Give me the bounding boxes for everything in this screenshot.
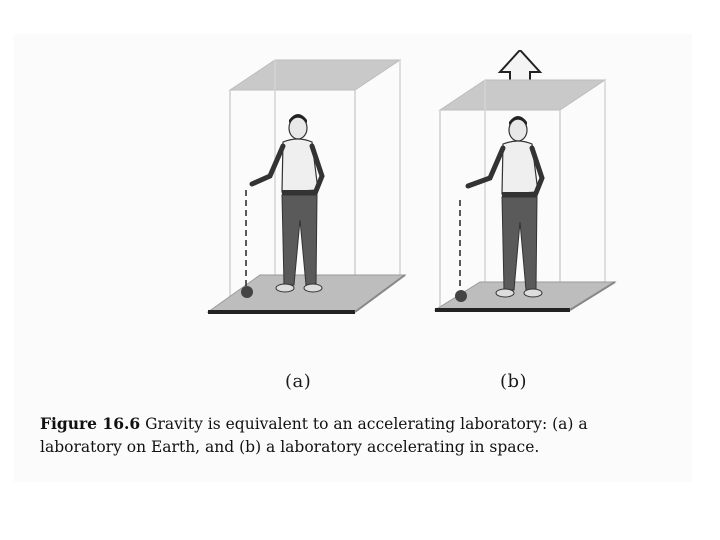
belt	[502, 192, 537, 197]
figure-panel-a	[190, 50, 430, 340]
belt	[282, 190, 317, 195]
figure-caption	[40, 412, 700, 459]
lab-ceiling	[230, 60, 400, 90]
right-shoe	[524, 289, 542, 297]
caption-text-1: Gravity is equivalent to an accelerating laboratory: (a) a	[145, 415, 588, 433]
trousers	[282, 195, 317, 285]
figure-number: Figure 16.6	[40, 414, 141, 433]
dropped-ball	[455, 290, 467, 302]
left-arm	[252, 146, 283, 184]
figure-panel-b	[430, 50, 670, 350]
panel-a-label: (a)	[285, 371, 312, 392]
standing-man	[468, 116, 542, 297]
left-shoe	[276, 284, 294, 292]
head	[509, 119, 527, 141]
lab-ceiling	[440, 80, 605, 110]
head	[289, 117, 307, 139]
space-laboratory-illustration	[430, 50, 670, 350]
right-shoe	[304, 284, 322, 292]
caption-text-2: laboratory on Earth, and (b) a laboratory accelerating in space.	[40, 438, 540, 456]
earth-laboratory-illustration	[190, 50, 430, 340]
trousers	[502, 197, 537, 290]
standing-man	[252, 114, 322, 292]
caption-line-1	[40, 412, 700, 436]
dropped-ball	[241, 286, 253, 298]
left-shoe	[496, 289, 514, 297]
panel-b-label: (b)	[500, 371, 528, 392]
